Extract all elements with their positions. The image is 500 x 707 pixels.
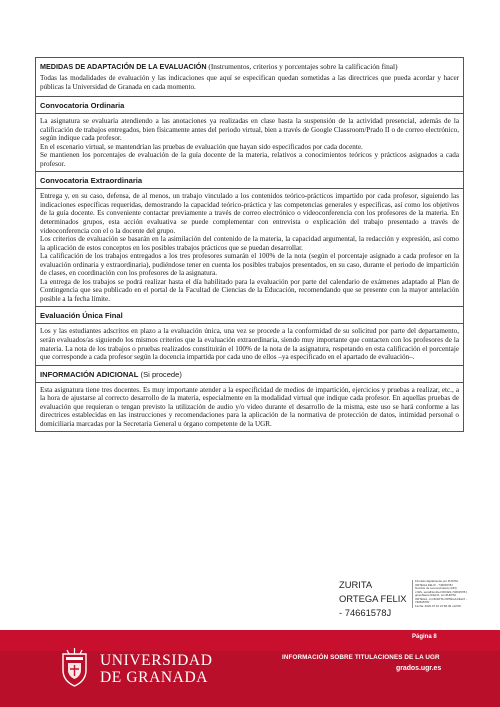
section-heading-extraordinaria [36, 171, 463, 189]
signature-detail-line: Nombre de reconocimiento (DN): [415, 586, 458, 591]
paragraph: En el escenario virtual, se mantendrían las pruebas de evaluación que hayan sido especificados por cada docente. [40, 142, 363, 151]
university-name [100, 652, 213, 686]
signature-detail-line: Fecha: 2020.07.10 21:56:39 +02'00' [415, 603, 462, 608]
section-subtitle: (Instrumentos, criterios y porcentajes sobre la calificación final) [206, 62, 398, 71]
university-crest-icon [58, 648, 91, 688]
section-heading-unica [36, 306, 463, 324]
section-heading-ordinaria [36, 96, 463, 114]
page-number: Página 8 [412, 634, 437, 640]
footer-band [0, 630, 500, 707]
signature-detail-line: 74661578J [415, 600, 430, 605]
paragraph: Esta asignatura tiene tres docentes. Es muy importante atender a la especificidad de medios de impartición, ejercicios y pruebas a realizar, etc., a la hora de ajustarse al correcto desarrollo de la materia, especialmente en la modalidad virtual que indique cada profesor. En aquellas pruebas de evaluación que requieran o tengan previsto la utilización de audio y/o video durante el desarrollo de la misma, este uso se hará conforme a las directrices establecidas en las instrucciones y recomendaciones para la aplicación de la normativa de protección de datos, intimidad personal o domiciliaria marcadas por la Secretaria General u órgano competente de la UGR. [40, 385, 459, 428]
section-body-ordinaria [36, 114, 463, 171]
section-heading-medidas [36, 58, 463, 72]
section-title: INFORMACIÓN ADICIONAL [40, 369, 139, 379]
paragraph: Se mantienen los porcentajes de evaluación de la guía docente de la materia, relativos a conocimientos teóricos y prácticos asignados a cada profesor. [40, 151, 459, 168]
section-body-adicional [36, 383, 463, 432]
section-body-medidas [36, 72, 463, 96]
signature-detail-line: givenName=FELIX, sn=ZURITA [415, 593, 456, 598]
signature-details [412, 580, 469, 608]
section-subtitle: (Si procede) [138, 369, 182, 379]
signature-name-line: ZURITA [339, 579, 373, 590]
paragraph: La asignatura se evaluaría atendiendo a las anotaciones ya realizadas en clase hasta la suspensión de la actividad presencial, además de la calificación de trabajos entregados, bien físicamente antes del periodo virtual, bien a través de Google Classroom/Prado II o de correo electrónico, según indique cada profesor. [40, 117, 459, 143]
section-body-extraordinaria [36, 189, 463, 306]
paragraph: Todas las modalidades de evaluación y las indicaciones que aquí se especifican quedan sometidas a las directrices que pueda acordar y hacer públicas la Universidad de Granada en cada momento. [40, 74, 459, 91]
university-name-line: UNIVERSIDAD [100, 652, 213, 669]
paragraph: La entrega de los trabajos se podrá realizar hasta el día habilitado para la evaluación por parte del calendario de exámenes adaptado al Plan de Contingencia que sea publicado en el portal de la Facultad de Ciencias de la Educación, recomendando que se presente con la mayor antelación posible a la fecha límite. [40, 277, 459, 303]
signature-name-line: - 74661578J [339, 607, 392, 618]
evaluation-table [35, 57, 464, 432]
section-title: Convocatoria Extraordinaria [40, 176, 143, 186]
signature-name [339, 578, 409, 620]
section-title: MEDIDAS DE ADAPTACIÓN DE LA EVALUACIÓN [40, 62, 207, 71]
signature-name-line: ORTEGA FELIX [339, 593, 407, 604]
section-title: Evaluación Única Final [40, 311, 123, 321]
footer-info-title: INFORMACIÓN SOBRE TITULACIONES DE LA UGR [282, 654, 440, 661]
footer-url-link[interactable]: grados.ugr.es [396, 665, 442, 672]
paragraph: Los y las estudiantes adscritos en plazo a la evaluación única, una vez se procede a la conformidad de su solicitud por parte del departamento, serán evaluados/as siguiendo los mismos criterios que la evaluación extraordinaria, siendo muy importante que contacten con los profesores de la materia. La nota de los trabajos o pruebas realizados constituirán el 100% de la nota de la asignatura, respetando en esta calificación el porcentaje que corresponde a cada profesor según la docencia impartida por cada uno de ellos –ya especificado en el apartado de evaluación–. [40, 327, 459, 362]
section-heading-adicional [36, 365, 463, 383]
signature-detail-line: ORTEGA FELIX - 74661578J [415, 582, 453, 587]
paragraph: La calificación de los trabajos entregados a los tres profesores sumarán el 100% de la nota (según el porcentaje asignado a cada profesor en la evaluación ordinaria y extraordinaria), pudiéndose tener en cuenta los posibles trabajos presentados, en su caso, durante el periodo de impartición de clases, en coordinación con los profesores de la asignatura. [40, 252, 459, 278]
signature-detail-line: Firmado digitalmente por ZURITA [415, 579, 458, 583]
paragraph: Entrega y, en su caso, defensa, de al menos, un trabajo vinculado a los contenidos teórico-prácticos impartido por cada profesor, siguiendo las indicaciones específicas requeridas, demostrando la capacidad teórico-práctica y las competencias generales y específicas, así como los objetivos de la guía docente. Es conveniente contactar previamente a través de correo electrónico o videoconferencia con los profesores de la materia. En determinados grupos, esta acción evaluativa se puede complementar con entrevista o explicación del trabajo presentado a través de videoconferencia con el o la docente del grupo. [40, 192, 459, 235]
university-name-line: DE GRANADA [100, 669, 209, 686]
section-title: Convocatoria Ordinaria [40, 101, 125, 111]
paragraph: Los criterios de evaluación se basarán en la asimilación del contenido de la materia, la capacidad argumental, la redacción y expresión, así como la aplicación de estos conceptos en los posibles trabajos prácticos que se puedan desarrollar. [40, 235, 459, 252]
signature-detail-line: ORTEGA, cn=ZURITA ORTEGA FELIX - [415, 596, 467, 601]
signature-detail-line: c=ES, serialNumber=IDCES-74661578J, [415, 589, 468, 594]
section-body-unica [36, 324, 463, 364]
